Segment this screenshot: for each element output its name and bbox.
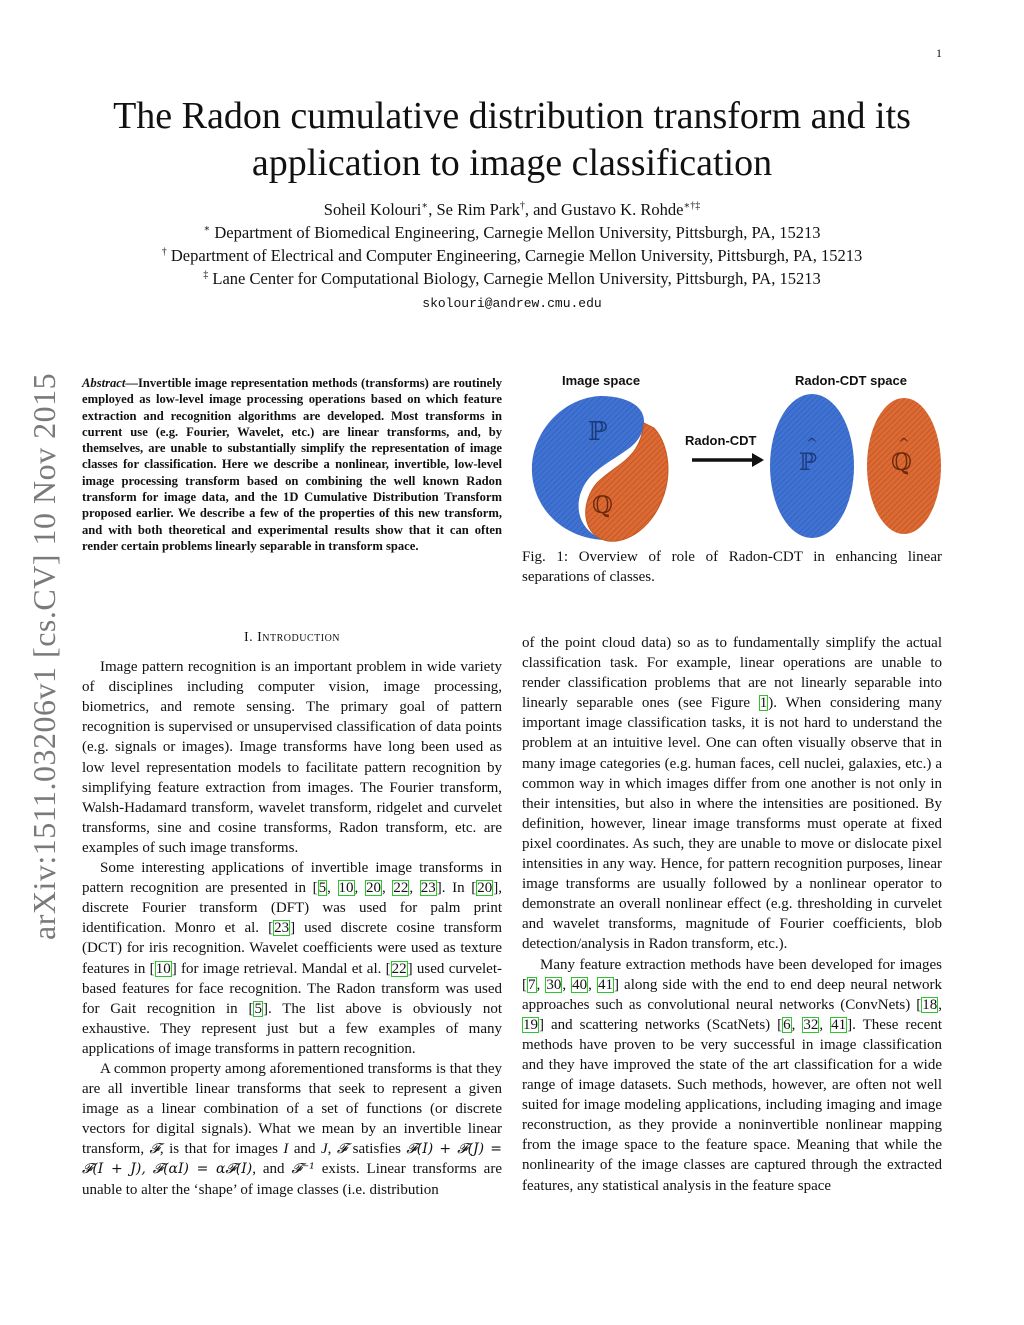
math-inverse: 𝓕⁻¹ [291,1161,315,1178]
citation-23[interactable]: 23 [274,920,290,937]
arrow-head [752,453,764,467]
p2-text-d: ] used discrete cosine transform (DCT) for iris recognition. Wavelet coefficients were used as texture features in [ [82,920,502,977]
citation-10[interactable]: 10 [338,880,354,897]
affiliation-2-text: Department of Electrical and Computer Engineering, Carnegie Mellon University, Pittsburgh, PA, 15213 [170,246,863,265]
author-2: Se Rim Park [436,200,520,219]
rp2-text-c: ] and scattering networks (ScatNets) [ [539,1016,783,1033]
rp2-text-a: Many feature extraction methods have been developed for images [ [522,956,942,993]
abstract [82,375,502,554]
p2-text-a: Some interesting applications of invertible image transforms in pattern recognition are presented in [ [82,860,502,897]
citation-10[interactable]: 10 [155,960,171,977]
paper-title [60,93,964,187]
affiliation-1-text: Department of Biomedical Engineering, Carnegie Mellon University, Pittsburgh, PA, 15213 [214,223,821,242]
affiliation-1: ∗ Department of Biomedical Engineering, Carnegie Mellon University, Pittsburgh, PA, 15213 [203,223,821,242]
citation-20[interactable]: 20 [477,880,493,897]
section-heading-introduction [82,628,502,648]
rp2-text-b: ] along side with the end to end deep neural network approaches such as convolutional neural networks (ConvNets) [ [522,976,943,1013]
p3-text-b: , is that for images [159,1141,284,1158]
math-additivity: 𝓕(I) + 𝓕(J) = 𝓕(I + J), [82,1141,503,1178]
math-transform-symbol: 𝓕 [336,1141,348,1158]
math-homogeneity: 𝓕(αI) = α𝓕(I) [152,1161,253,1178]
citation-32[interactable]: 32 [803,1016,819,1033]
author-3: and Gustavo K. Rohde [533,200,684,219]
p2-text-e: ] for image retrieval. Mandal et al. [ [171,960,391,977]
p2-text-c: ], discrete Fourier transform (DFT) was used for palm print identification. Monro et al. [ [82,880,503,937]
affiliation-3-text: Lane Center for Computational Biology, Carnegie Mellon University, Pittsburgh, PA, 15213 [212,269,821,288]
intro-paragraph-3: A common property among aforementioned transforms is that they are all invertible linear transforms that seek to represent a given image as a linear combination of a set of functions (or discrete vectors for digital signals). What we mean by an invertible linear transform, 𝓕, is that for images I and J, 𝓕 satisfies 𝓕(I) + 𝓕(J) = 𝓕(I + J), 𝓕(αI) = α𝓕(I), and 𝓕⁻¹ exists. Linear transforms are unable to alter the ‘shape’ of image classes (i.e. distribution [82,1060,503,1198]
p-hat-symbol: ℙ [799,448,818,476]
p3-text-e: , and [252,1161,292,1178]
right-column [522,633,942,1196]
citation-41[interactable]: 41 [831,1016,847,1033]
right-paragraph-1 [522,633,942,955]
citation-5[interactable]: 5 [254,1000,262,1017]
image-space-label: Image space [562,373,641,388]
citation-6[interactable]: 6 [783,1016,791,1033]
p3-text-d: satisfies [347,1141,407,1158]
p2-text-g: ]. The list above is obviously not exhaustive. They represent just but a few examples of many applications of image transforms in pattern recognition. [82,1000,503,1057]
rp1-text-a: of the point cloud data) so as to fundamentally simplify the actual classification task. For example, linear operations are unable to render classification problems that are not linearly separable into linearly separable ones (see Figure [522,635,942,712]
q-hat-symbol: ℚ [891,448,912,476]
author-email[interactable]: skolouri@andrew.cmu.edu [422,296,602,311]
citation-5[interactable]: 5 [318,880,327,897]
citation-20[interactable]: 20 [365,880,381,897]
p-symbol: ℙ [588,417,608,447]
p3-text-f: exists. Linear transforms are unable to alter the ‘shape’ of image classes (i.e. distribution [82,1161,502,1198]
abstract-text: —Invertible image representation methods (transforms) are routinely employed as low-level image processing operations based on which feature extraction and recognition algorithms are developed. Most transforms in current use (e.g. Fourier, Wavelet, etc.) are linear transforms, and, by themselves, are unable to substantially simplify the representation of image classes for classification. Here we describe a nonlinear, invertible, low-level image processing transform based on combining the well known Radon transform for image data, and the 1D Cumulative Distribution Transform proposed earlier. We describe a few of the properties of this new transform, and with both theoretical and experimental results show that it can often render certain problems linearly separable in transform space. [82,376,502,553]
citation-41[interactable]: 41 [597,976,613,993]
citation-22[interactable]: 22 [393,880,409,897]
title-line-1: The Radon cumulative distribution transform and its [113,95,911,137]
author-1: Soheil Kolouri [323,200,422,219]
citation-19[interactable]: 19 [523,1016,538,1033]
math-transform-symbol: 𝓕 [149,1141,160,1158]
p2-text-b: ]. In [ [436,880,477,897]
intro-paragraph-1: Image pattern recognition is an important problem in wide variety of disciplines including computer vision, image processing, biometrics, and remote sensing. The primary goal of pattern recognition is supervised or unsupervised classification of data points (e.g. signals or images). Image transforms have long been used as low level representation models to facilitate pattern recognition by simplifying feature extraction from images. The Fourier transform, Walsh-Hadamard transform, wavelet transform, ridgelet and curvelet transforms, sine and cosine transforms, Radon transform, etc. are examples of such image transforms. [82,659,502,856]
math-image-i: I [283,1141,289,1158]
p3-text-c: and [288,1141,321,1158]
page-number: 1 [936,46,942,60]
intro-paragraph-2: Some interesting applications of invertible image transforms in pattern recognition are presented in [5, 10, 20, 22, 23]. In [20], discrete Fourier transform (DFT) was used for palm print identification. Monro et al. [23] used discrete cosine transform (DCT) for iris recognition. Wavelet coefficients were used as texture features in [10] for image retrieval. Mandal et al. [22] used curvelet-based features for face recognition. The Radon transform was used for Gait recognition in [5]. The list above is obviously not exhaustive. They represent just but a few examples of many applications of image transforms in pattern recognition. [82,860,503,1057]
citation-30[interactable]: 30 [546,976,562,993]
affiliation-2: † Department of Electrical and Computer Engineering, Carnegie Mellon University, Pittsburgh, PA, 15213 [161,246,863,265]
figure-1 [522,368,942,548]
section-number: I. [243,630,254,645]
math-image-j: J [320,1141,328,1158]
p-hat-accent: ^ [806,436,818,452]
p2-text-f: ] used curvelet-based features for face recognition. The Radon transform was used for Gait recognition in [ [82,960,502,1017]
right-paragraph-2: Many feature extraction methods have been developed for images [7, 30, 40, 41] along side with the end to end deep neural network approaches such as convolutional neural networks (ConvNets) [18, 19] and scattering networks (ScatNets) [6, 32, 41]. These recent methods have proven to be very successful in image classification and they have improved the state of the art classification for a wide range of image datasets. Such methods, however, are often not well suited for image modeling applications, including imaging and image reconstruction, as they provide a noninvertible nonlinear mapping from the image space to the feature space. Meaning that while the nonlinearity of the image classes are captured through the extracted features, any statistical analysis in the feature space [522,956,943,1194]
citation-23[interactable]: 23 [420,880,436,897]
citation-40[interactable]: 40 [572,976,588,993]
citation-18[interactable]: 18 [922,996,938,1013]
author-names: Soheil Kolouri∗, Se Rim Park†, and Gustavo K. Rohde∗†‡ [323,200,701,219]
radon-cdt-space-label: Radon-CDT space [795,373,907,388]
figure-reference-1[interactable]: 1 [759,695,768,712]
abstract-lead: Abstract [82,376,126,390]
q-hat-accent: ^ [898,436,910,452]
figure-1-graphic [522,368,942,548]
author-block [60,198,964,315]
q-symbol: ℚ [592,491,613,519]
section-title: Introduction [257,630,341,645]
rp1-text-b: ). When considering many important image classification tasks, it is not hard to understand the problem at an intuitive level. One can often visually observe that in many image categories (e.g. human faces, cell nuclei, galaxies, etc.) a common way in which images differ from one another is not only in their intensities, but also in where the intensities are positioned. By definition, however, linear image transforms must operate at fixed pixel coordinates. As such, they are unable to move or dislocate pixel intensities in any way. Hence, for pattern recognition purposes, linear image transforms are usually followed by a nonlinear operator to demonstrate an overall nonlinear effect (e.g. thresholding in curvelet and wavelet transforms, magnitude of Fourier coefficients, blob detection/analysis in Radon transform, etc.). [522,695,942,953]
p3-text-a: A common property among aforementioned transforms is that they are all invertible linear transforms that seek to represent a given image as a linear combination of a set of functions (or discrete vectors for digital signals). What we mean by an invertible linear transform, [82,1060,502,1158]
arrow-label: Radon-CDT [685,433,757,448]
citation-7[interactable]: 7 [528,976,536,993]
left-column [82,628,502,1200]
citation-22[interactable]: 22 [391,960,407,977]
arxiv-stamp: arXiv:1511.03206v1 [cs.CV] 10 Nov 2015 [26,372,62,940]
affiliation-3: ‡ Lane Center for Computational Biology, Carnegie Mellon University, Pittsburgh, PA, 15213 [203,269,821,288]
figure-1-caption: Fig. 1: Overview of role of Radon-CDT in enhancing linear separations of classes. [522,549,942,585]
rp2-text-d: ]. These recent methods have proven to be very successful in image classification and they have improved the state of the art classification for a wide range of image datasets. Such methods, however, are often not well suited for image modeling applications, including imaging and image reconstruction, as they provide a noninvertible nonlinear mapping from the image space to the feature space. Meaning that while the nonlinearity of the image classes are captured through the extracted features, any statistical analysis in the feature space [522,1016,943,1194]
title-line-2: application to image classification [251,142,773,184]
